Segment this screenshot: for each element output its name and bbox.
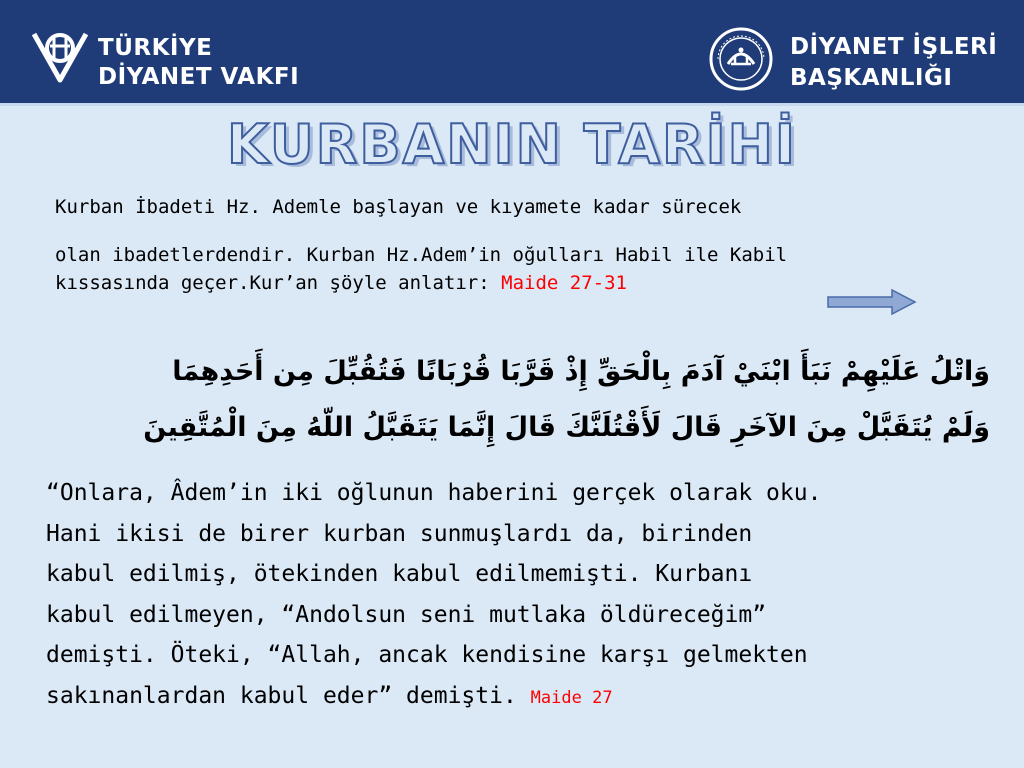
quote-line-2: Hani ikisi de birer kurban sunmuşlardı da, birinden (46, 520, 753, 547)
quote-line-6 (46, 676, 996, 719)
arabic-line-1: وَاتْلُ عَلَيْهِمْ نَبَأَ ابْنَيْ آدَمَ بِالْحَقِّ إِذْ قَرَّبَا قُرْبَانًا فَتُقُبِّلَ مِن أَحَدِهِمَا (172, 356, 990, 387)
intro-reference: Maide 27-31 (501, 272, 627, 294)
quote-line-5: demişti. Öteki, “Allah, ancak kendisine karşı gelmekten (46, 642, 808, 668)
slide-title: KURBANIN TARİHİ (227, 113, 797, 176)
intro-line-2: olan ibadetlerdendir. Kurban Hz.Adem’in oğulları Habil ile Kabil (55, 244, 788, 266)
tdv-logo-icon (28, 24, 92, 88)
quote-line-4: kabul edilmeyen, “Andolsun seni mutlaka öldüreceğim” (46, 601, 767, 628)
quote-line-1: “Onlara, Âdem’in iki oğlunun haberini gerçek olarak oku. (46, 480, 822, 506)
quote-line-3: kabul edilmiş, ötekinden kabul edilmemişti. Kurbanı (46, 561, 753, 587)
right-org-line-1: DİYANET İŞLERİ (790, 34, 998, 60)
diyanet-seal-icon (708, 26, 774, 92)
left-organization-name (98, 34, 299, 92)
intro-paragraph (55, 193, 965, 297)
left-org-line-1: TÜRKİYE (98, 35, 213, 61)
quote-reference: Maide 27 (530, 687, 613, 708)
arabic-line-2: وَلَمْ يُتَقَبَّلْ مِنَ الآخَرِ قَالَ لَأَقْتُلَنَّكَ قَالَ إِنَّمَا يَتَقَبَّلُ اللّهُ مِنَ الْمُتَّقِينَ (143, 412, 990, 443)
left-org-line-2: DİYANET VAKFI (98, 64, 300, 90)
right-arrow-icon (826, 287, 918, 317)
arabic-verse (40, 344, 990, 456)
intro-line-3-text: kıssasında geçer.Kur’an şöyle anlatır: (55, 272, 490, 294)
right-org-line-2: BAŞKANLIĞI (790, 65, 953, 91)
intro-line-1: Kurban İbadeti Hz. Ademle başlayan ve kıyamete kadar sürecek (55, 196, 742, 218)
quote-line-6-text: sakınanlardan kabul eder” demişti. (46, 682, 517, 709)
slide-header (0, 0, 1024, 103)
right-organization-name (790, 32, 997, 94)
header-divider (0, 103, 1024, 106)
translation-quote (46, 473, 996, 718)
